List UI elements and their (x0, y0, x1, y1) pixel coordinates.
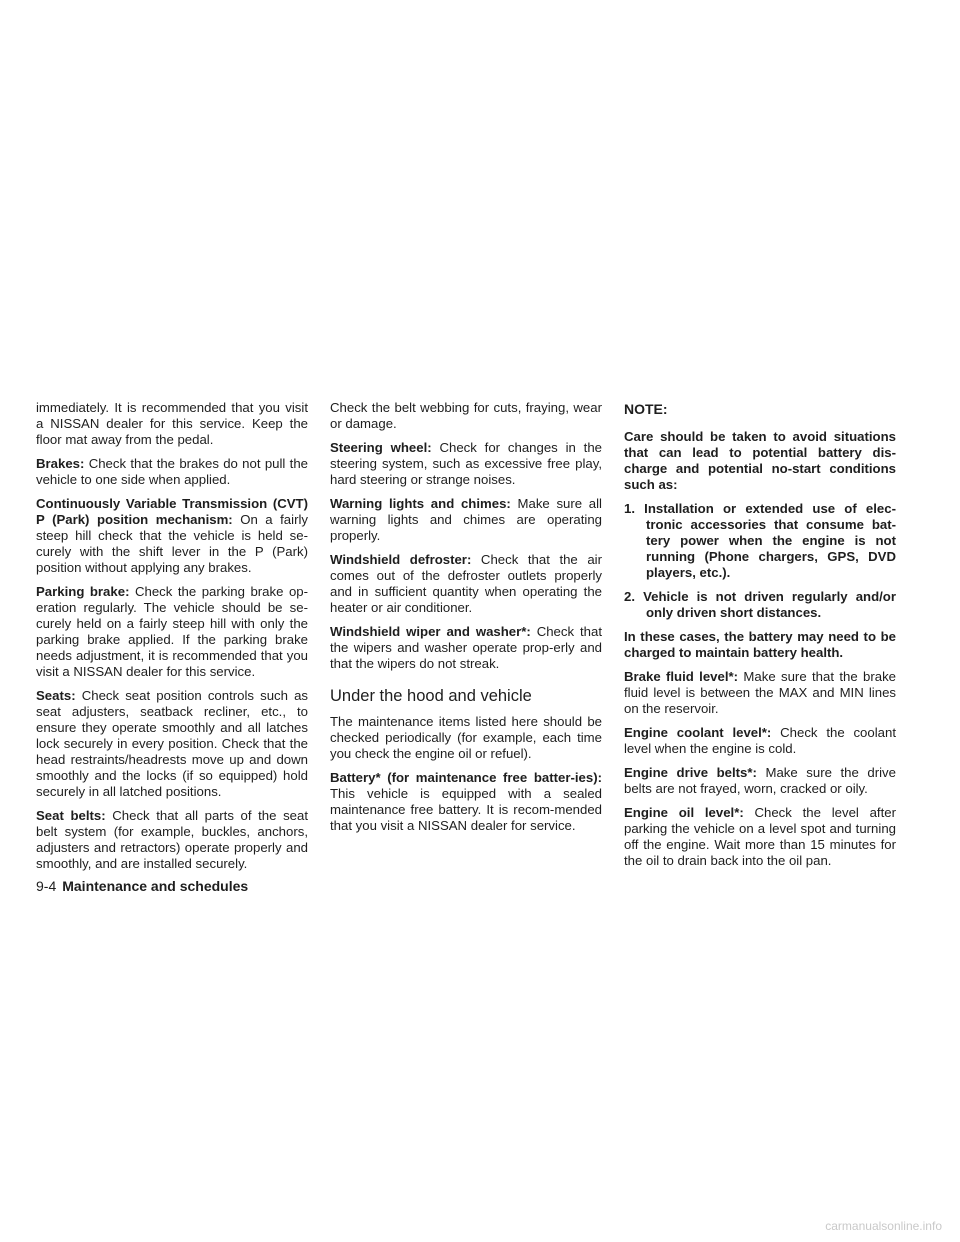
coolant-paragraph: Engine coolant level*: Check the coolant level when the engine is cold. (624, 725, 896, 756)
note-outro: In these cases, the battery may need to be charged to maintain battery health. (624, 629, 896, 660)
wiper-paragraph: Windshield wiper and washer*: Check that the wipers and washer operate prop-erly and that the wipers do not streak. (330, 624, 602, 671)
column-middle (330, 400, 602, 842)
paragraph: The maintenance items listed here should be checked periodically (for example, each time you check the engine oil or refuel). (330, 714, 602, 761)
seats-paragraph: Seats: Check seat position controls such as seat adjusters, seatback recliner, etc., to ensure they operate smoothly and all latches lock securely in every position. Check that the head restraints/headrests move up and down smoothly and the locks (if so equipped) hold securely in all latched positions. (36, 688, 308, 799)
drive-belts-paragraph: Engine drive belts*: Make sure the drive belts are not frayed, worn, cracked or oily. (624, 765, 896, 796)
note-list (624, 501, 896, 621)
column-right (624, 400, 896, 877)
steering-wheel-paragraph: Steering wheel: Check for changes in the steering system, such as excessive free play, hard steering or strange noises. (330, 440, 602, 487)
seat-belts-paragraph: Seat belts: Check that all parts of the seat belt system (for example, buckles, anchors, adjusters and retractors) operate properly and smoothly, and are installed securely. (36, 808, 308, 871)
list-item: 2. Vehicle is not driven regularly and/or only driven short distances. (624, 589, 896, 620)
note-title: NOTE: (624, 401, 668, 417)
battery-paragraph: Battery* (for maintenance free batter-ies): This vehicle is equipped with a sealed maintenance free battery. It is recom-mended that you visit a NISSAN dealer for service. (330, 770, 602, 833)
warning-lights-paragraph: Warning lights and chimes: Make sure all warning lights and chimes are operating properly. (330, 496, 602, 543)
paragraph: Check the belt webbing for cuts, fraying, wear or damage. (330, 400, 602, 431)
note-intro: Care should be taken to avoid situations that can lead to potential battery dis-charge and potential no-start conditions such as: (624, 429, 896, 492)
page-footer (36, 877, 248, 895)
list-item: 1. Installation or extended use of elec-tronic accessories that consume bat-tery power when the engine is not running (Phone chargers, GPS, DVD players, etc.). (624, 501, 896, 580)
engine-oil-paragraph: Engine oil level*: Check the level after parking the vehicle on a level spot and turning off the engine. Wait more than 15 minutes for the oil to drain back into the oil pan. (624, 805, 896, 868)
cvt-paragraph: Continuously Variable Transmission (CVT) P (Park) position mechanism: On a fairly steep hill check that the vehicle is held se-curely with the shift lever in the P (Park) position without applying any brakes. (36, 496, 308, 575)
paragraph: immediately. It is recommended that you visit a NISSAN dealer for this service. Keep the floor mat away from the pedal. (36, 400, 308, 447)
defroster-paragraph: Windshield defroster: Check that the air comes out of the defroster outlets properly and in sufficient quantity when operating the heater or air conditioner. (330, 552, 602, 615)
parking-brake-paragraph: Parking brake: Check the parking brake op-eration regularly. The vehicle should be se-curely held on a fairly steep hill with only the parking brake applied. If the parking brake needs adjustment, it is recommended that you visit a NISSAN dealer for this service. (36, 584, 309, 679)
watermark: carmanualsonline.info (825, 1219, 942, 1233)
section-heading: Under the hood and vehicle (330, 687, 532, 705)
brakes-paragraph: Brakes: Check that the brakes do not pull the vehicle to one side when applied. (36, 456, 308, 487)
brake-fluid-paragraph: Brake fluid level*: Make sure that the brake fluid level is between the MAX and MIN lines on the reservoir. (624, 669, 897, 716)
page-number: 9-4 (36, 878, 57, 894)
column-left (36, 400, 308, 880)
section-name: Maintenance and schedules (62, 878, 249, 894)
